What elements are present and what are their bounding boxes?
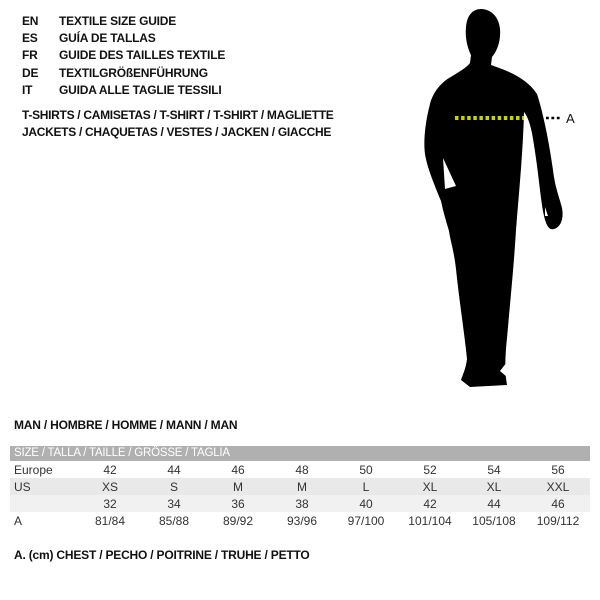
size-cell: 81/84 [94, 513, 126, 528]
size-cell: 109/112 [536, 513, 580, 528]
size-cell: 34 [167, 496, 181, 511]
size-cell: 56 [551, 462, 565, 477]
measure-label-a: A [566, 111, 575, 126]
table-row-a-chest [10, 512, 590, 529]
size-cell: S [169, 479, 178, 494]
size-cell: 36 [231, 496, 245, 511]
language-row-fr [22, 47, 225, 64]
language-title: TEXTILE SIZE GUIDE [59, 14, 177, 28]
language-title: GUIDA ALLE TAGLIE TESSILI [59, 82, 222, 97]
row-label: US [14, 479, 31, 494]
row-label: Europe [14, 462, 53, 477]
man-silhouette-figure [405, 0, 585, 400]
gender-section-title: MAN / HOMBRE / HOMME / MANN / MAN [14, 418, 238, 432]
size-cell: M [233, 479, 243, 494]
size-cell: 105/108 [472, 513, 516, 528]
size-cell: XL [422, 479, 438, 494]
size-cell: 50 [359, 462, 373, 477]
language-title: TEXTILGRÖßENFÜHRUNG [59, 65, 208, 80]
language-code: FR [22, 48, 38, 63]
size-cell: 44 [167, 462, 181, 477]
man-silhouette [424, 9, 562, 387]
language-row-de [22, 65, 225, 82]
size-cell: 40 [359, 496, 373, 511]
language-title: GUÍA DE TALLAS [59, 31, 156, 46]
language-code: EN [22, 14, 39, 28]
category-list [22, 107, 334, 140]
language-title: GUIDE DES TAILLES TEXTILE [59, 48, 226, 63]
size-cell: 32 [103, 496, 117, 511]
size-cell: 89/92 [222, 513, 254, 528]
size-cell: 85/88 [158, 513, 190, 528]
language-row-en [22, 13, 225, 30]
size-cell: 46 [231, 462, 245, 477]
size-cell: 101/104 [408, 513, 452, 528]
size-cell: XS [101, 479, 118, 494]
size-table [10, 446, 590, 529]
size-cell: 42 [423, 496, 437, 511]
language-list [22, 13, 225, 99]
size-cell: 93/96 [286, 513, 318, 528]
size-cell: M [297, 479, 307, 494]
language-code: DE [22, 65, 39, 80]
size-cell: 42 [103, 462, 117, 477]
size-cell: 44 [487, 496, 501, 511]
size-cell: 38 [295, 496, 309, 511]
category-line-tshirts: T-SHIRTS / CAMISETAS / T-SHIRT / T-SHIRT / MAGLIETTE [22, 108, 334, 122]
category-line-jackets: JACKETS / CHAQUETAS / VESTES / JACKEN / GIACCHE [22, 124, 332, 139]
table-row-europe [10, 461, 590, 478]
table-row-uk [10, 495, 590, 512]
row-label: A [14, 513, 23, 528]
size-cell: 97/100 [347, 513, 385, 528]
table-row-us [10, 478, 590, 495]
size-cell: 54 [487, 462, 501, 477]
size-cell: 46 [551, 496, 565, 511]
language-code: ES [22, 31, 38, 46]
language-code: IT [22, 82, 33, 97]
size-cell: 52 [423, 462, 437, 477]
language-row-es [22, 30, 225, 47]
size-cell: XXL [546, 479, 570, 494]
size-cell: L [362, 479, 370, 494]
language-row-it [22, 82, 225, 99]
size-cell: 48 [295, 462, 309, 477]
size-cell: XL [486, 479, 502, 494]
measurement-footnote: A. (cm) CHEST / PECHO / POITRINE / TRUHE / PETTO [14, 548, 310, 562]
size-table-header: SIZE / TALLA / TAILLE / GRÖSSE / TAGLIA [10, 446, 590, 461]
